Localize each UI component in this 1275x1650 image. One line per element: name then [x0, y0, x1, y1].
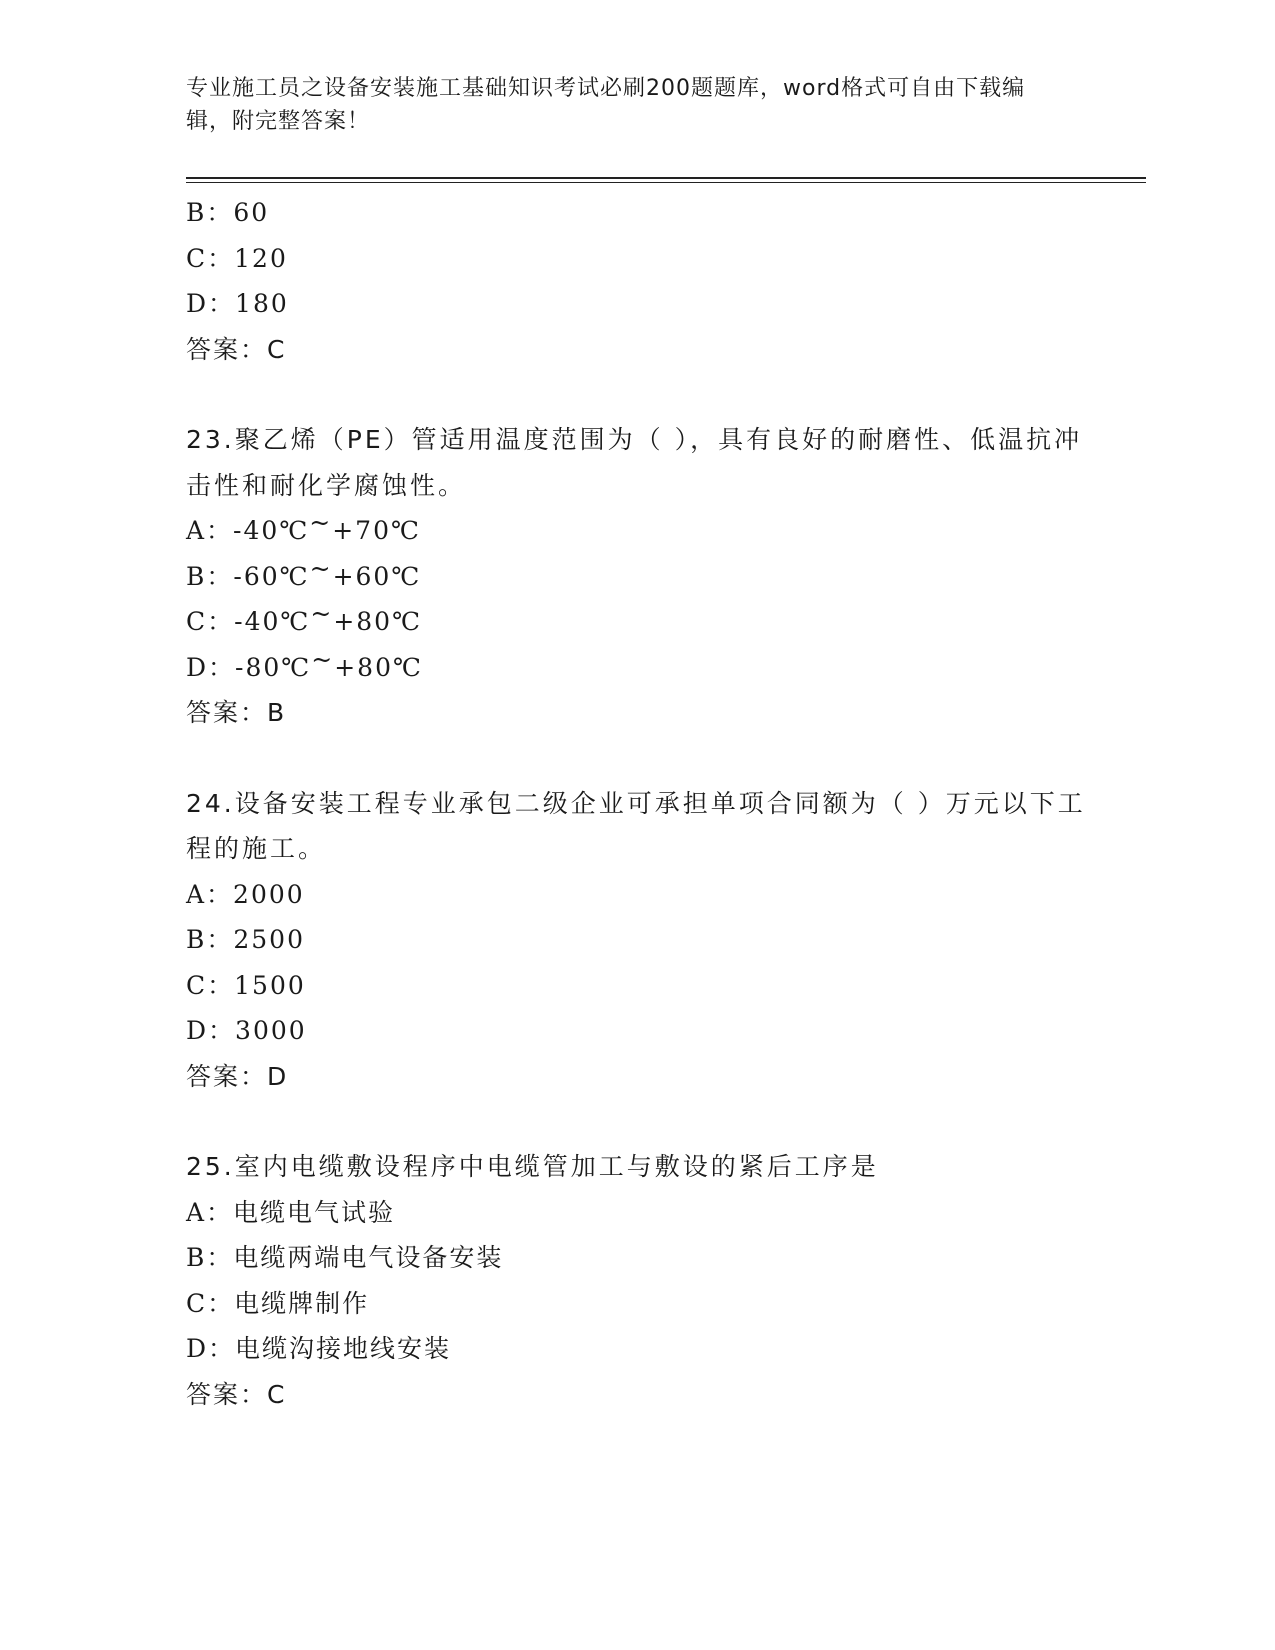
answer: 答案：C [186, 334, 287, 364]
option-d: D：180 [186, 289, 289, 318]
option-b: B：60 [186, 198, 270, 227]
header-rule-thick [186, 177, 1146, 179]
option-b: B：2500 [186, 925, 305, 954]
question-22 [186, 190, 1086, 372]
option-a-prefix: A：-40℃ [186, 516, 310, 545]
option-b-suffix: +60℃ [332, 561, 422, 591]
option-a-suffix: +70℃ [332, 516, 421, 545]
question-text: 25.室内电缆敷设程序中电缆管加工与敷设的紧后工序是 [186, 1152, 879, 1181]
option-c: C：1500 [186, 970, 306, 1000]
option-a: A：电缆电气试验 [186, 1197, 396, 1227]
answer: 答案：D [186, 1061, 289, 1091]
option-d: D：3000 [186, 1016, 307, 1045]
tilde-mark: ~ [310, 599, 334, 628]
answer: 答案：C [186, 1379, 287, 1409]
option-d-prefix: D：-80℃ [186, 652, 312, 682]
question-24 [186, 781, 1086, 1100]
option-d [186, 645, 1086, 691]
option-c: C：120 [186, 243, 288, 273]
option-c: C：电缆牌制作 [186, 1288, 370, 1318]
question-text: 24.设备安装工程专业承包二级企业可承担单项合同额为（ ）万元以下工程的施工。 [186, 788, 1086, 863]
option-b [186, 554, 1086, 600]
tilde-mark: ~ [309, 508, 333, 537]
question-23 [186, 417, 1086, 736]
option-d: D：电缆沟接地线安装 [186, 1334, 452, 1363]
option-b-prefix: B：-60℃ [186, 561, 310, 591]
option-a: A：2000 [186, 879, 305, 909]
option-a [186, 508, 1086, 554]
header-rule-thin [186, 182, 1146, 183]
question-list [186, 190, 1086, 1417]
answer: 答案：B [186, 698, 287, 727]
option-c-suffix: +80℃ [333, 607, 423, 636]
tilde-mark: ~ [309, 553, 333, 583]
tilde-mark: ~ [311, 644, 335, 674]
option-c [186, 599, 1086, 645]
option-c-prefix: C：-40℃ [186, 607, 311, 636]
question-25 [186, 1144, 1086, 1417]
question-text: 23.聚乙烯（PE）管适用温度范围为（ ），具有良好的耐磨性、低温抗冲击性和耐化学腐蚀性。 [186, 425, 1083, 500]
option-d-suffix: +80℃ [334, 652, 423, 682]
document-header: 专业施工员之设备安装施工基础知识考试必刷200题题库，word格式可自由下载编辑，附完整答案！ [186, 76, 1026, 134]
option-b: B：电缆两端电气设备安装 [186, 1243, 504, 1272]
